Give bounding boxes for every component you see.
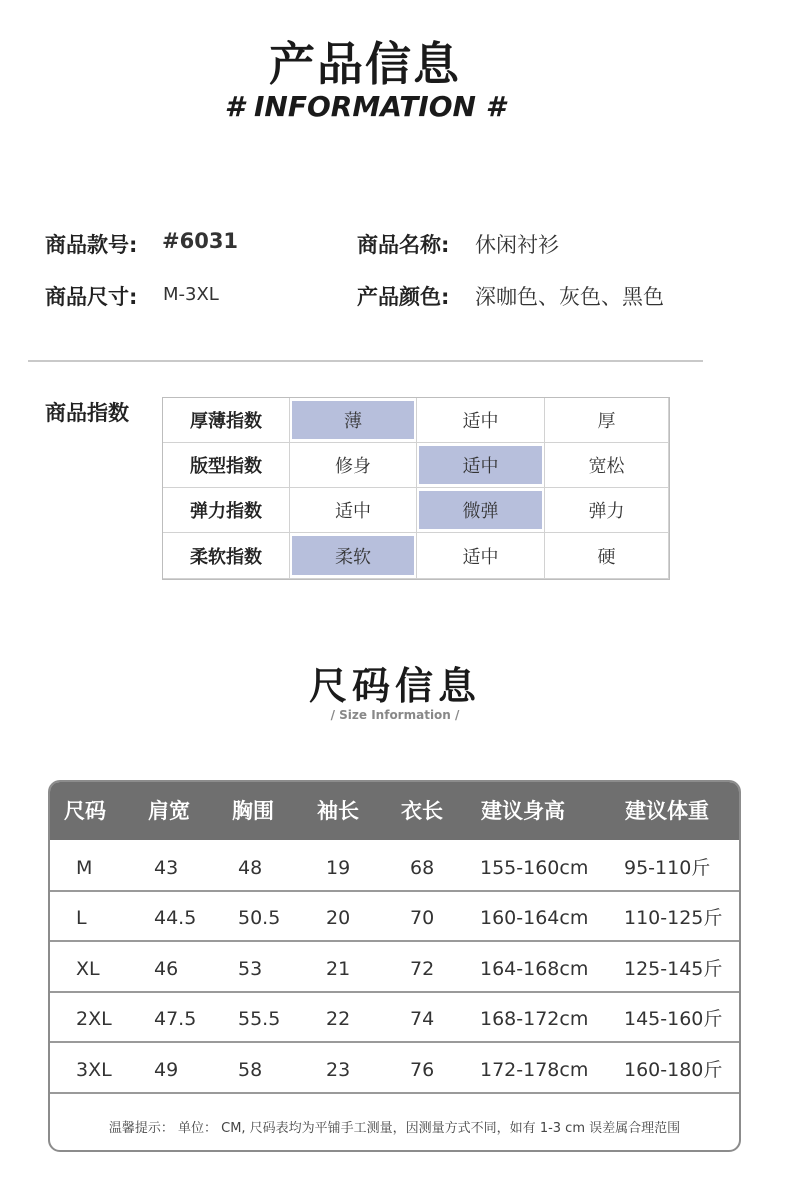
- index-row-name: 弹力指数: [163, 488, 290, 533]
- size-table-cell: 125-145斤: [624, 957, 723, 980]
- index-option-label: 适中: [462, 411, 499, 432]
- index-option: [545, 488, 669, 533]
- page-title: 产品信息: [269, 37, 461, 91]
- index-option-label: 适中: [462, 456, 499, 477]
- color-label: 产品颜色:: [357, 285, 450, 309]
- size-table-cell: 160-164cm: [480, 907, 589, 930]
- index-option-label: 厚: [597, 411, 616, 432]
- size-table-cell: 72: [410, 957, 435, 980]
- size-table-row: [50, 991, 739, 1041]
- product-name-value: 休闲衬衫: [475, 233, 559, 257]
- size-header-cell: 建议身高: [481, 799, 565, 823]
- size-table-cell: 19: [326, 857, 351, 879]
- size-table-cell: 20: [326, 907, 351, 930]
- index-option-label: 柔软: [335, 546, 371, 568]
- index-option-label: 宽松: [588, 456, 625, 477]
- index-option-selected: [290, 398, 417, 443]
- index-row-name: 版型指数: [163, 443, 290, 488]
- size-range-value: M-3XL: [163, 284, 219, 305]
- index-option-selected: [417, 488, 545, 533]
- index-row-name: 厚薄指数: [163, 398, 290, 443]
- size-table-cell: M: [76, 857, 93, 879]
- index-row-name: 柔软指数: [163, 533, 290, 579]
- size-table-cell: 48: [238, 857, 263, 879]
- size-table-cell: 168-172cm: [480, 1008, 589, 1031]
- size-table-cell: 160-180斤: [624, 1058, 723, 1081]
- size-table-cell: 68: [410, 857, 435, 879]
- index-option-label: 硬: [597, 546, 616, 568]
- size-range-label: 商品尺寸:: [45, 285, 138, 309]
- index-option: [290, 488, 417, 533]
- size-table-cell: 47.5: [154, 1008, 197, 1031]
- size-table-cell: 74: [410, 1008, 435, 1031]
- size-table-cell: 164-168cm: [480, 957, 589, 980]
- size-table-cell: 44.5: [154, 907, 197, 930]
- size-table-row: [50, 840, 739, 890]
- size-section-subtitle: / Size Information /: [330, 708, 460, 722]
- size-table-cell: 3XL: [76, 1058, 112, 1081]
- size-table-cell: 22: [326, 1008, 351, 1031]
- size-table-cell: 21: [326, 957, 351, 980]
- style-no-label: 商品款号:: [45, 233, 138, 257]
- index-option: [290, 443, 417, 488]
- index-option-label: 微弹: [462, 501, 499, 522]
- index-option-selected: [417, 443, 545, 488]
- size-table-cell: 76: [410, 1058, 435, 1081]
- section-divider: [28, 360, 703, 362]
- index-option: [417, 398, 545, 443]
- index-option: [417, 533, 545, 579]
- size-table-cell: 70: [410, 907, 435, 930]
- index-option-selected: [290, 533, 417, 579]
- size-header-cell: 肩宽: [148, 799, 190, 823]
- size-table-cell: 53: [238, 957, 263, 980]
- index-option-label: 弹力: [588, 501, 625, 522]
- product-name-label: 商品名称:: [357, 233, 450, 257]
- color-value: 深咖色、灰色、黑色: [475, 285, 664, 309]
- index-option: [545, 443, 669, 488]
- size-table-cell: 95-110斤: [624, 857, 711, 879]
- size-table-cell: XL: [76, 957, 100, 980]
- size-table-cell: 155-160cm: [480, 857, 589, 879]
- size-table-cell: 55.5: [238, 1008, 281, 1031]
- style-no-value: #6031: [162, 229, 239, 253]
- size-table-cell: 145-160斤: [624, 1008, 723, 1031]
- size-table-cell: 23: [326, 1058, 351, 1081]
- size-header-cell: 建议体重: [625, 799, 709, 823]
- size-table-row: [50, 1042, 739, 1092]
- index-option-label: 修身: [335, 456, 371, 477]
- index-option: [545, 398, 669, 443]
- size-table-cell: 46: [154, 957, 179, 980]
- size-header-cell: 衣长: [401, 799, 443, 823]
- size-table-cell: 110-125斤: [624, 907, 723, 930]
- size-table-cell: 2XL: [76, 1008, 112, 1031]
- size-table-header: [50, 782, 739, 840]
- page-subtitle: # INFORMATION #: [224, 90, 506, 123]
- row-separator: [50, 1092, 739, 1094]
- size-table-cell: 43: [154, 857, 179, 879]
- size-table-cell: 58: [238, 1058, 263, 1081]
- index-option: [545, 533, 669, 579]
- index-option-label: 适中: [335, 501, 371, 522]
- size-table-cell: 49: [154, 1058, 179, 1081]
- size-table-cell: 50.5: [238, 907, 281, 930]
- size-header-cell: 尺码: [64, 799, 106, 823]
- size-table-cell: L: [76, 907, 87, 930]
- size-table-row: [50, 941, 739, 991]
- size-note: 温馨提示： 单位： CM, 尺码表均为平铺手工测量，因测量方式不同，如有 1-3 cm 误差属合理范围: [108, 1121, 681, 1136]
- size-table-row: [50, 890, 739, 940]
- size-header-cell: 袖长: [317, 799, 359, 823]
- product-index-table: [162, 397, 670, 580]
- index-option-label: 适中: [462, 546, 499, 568]
- index-option-label: 薄: [344, 411, 362, 432]
- product-index-label: 商品指数: [45, 401, 129, 425]
- size-header-cell: 胸围: [232, 799, 274, 823]
- size-section-title: 尺码信息: [308, 664, 481, 708]
- size-table: [48, 780, 741, 1152]
- size-table-cell: 172-178cm: [480, 1058, 589, 1081]
